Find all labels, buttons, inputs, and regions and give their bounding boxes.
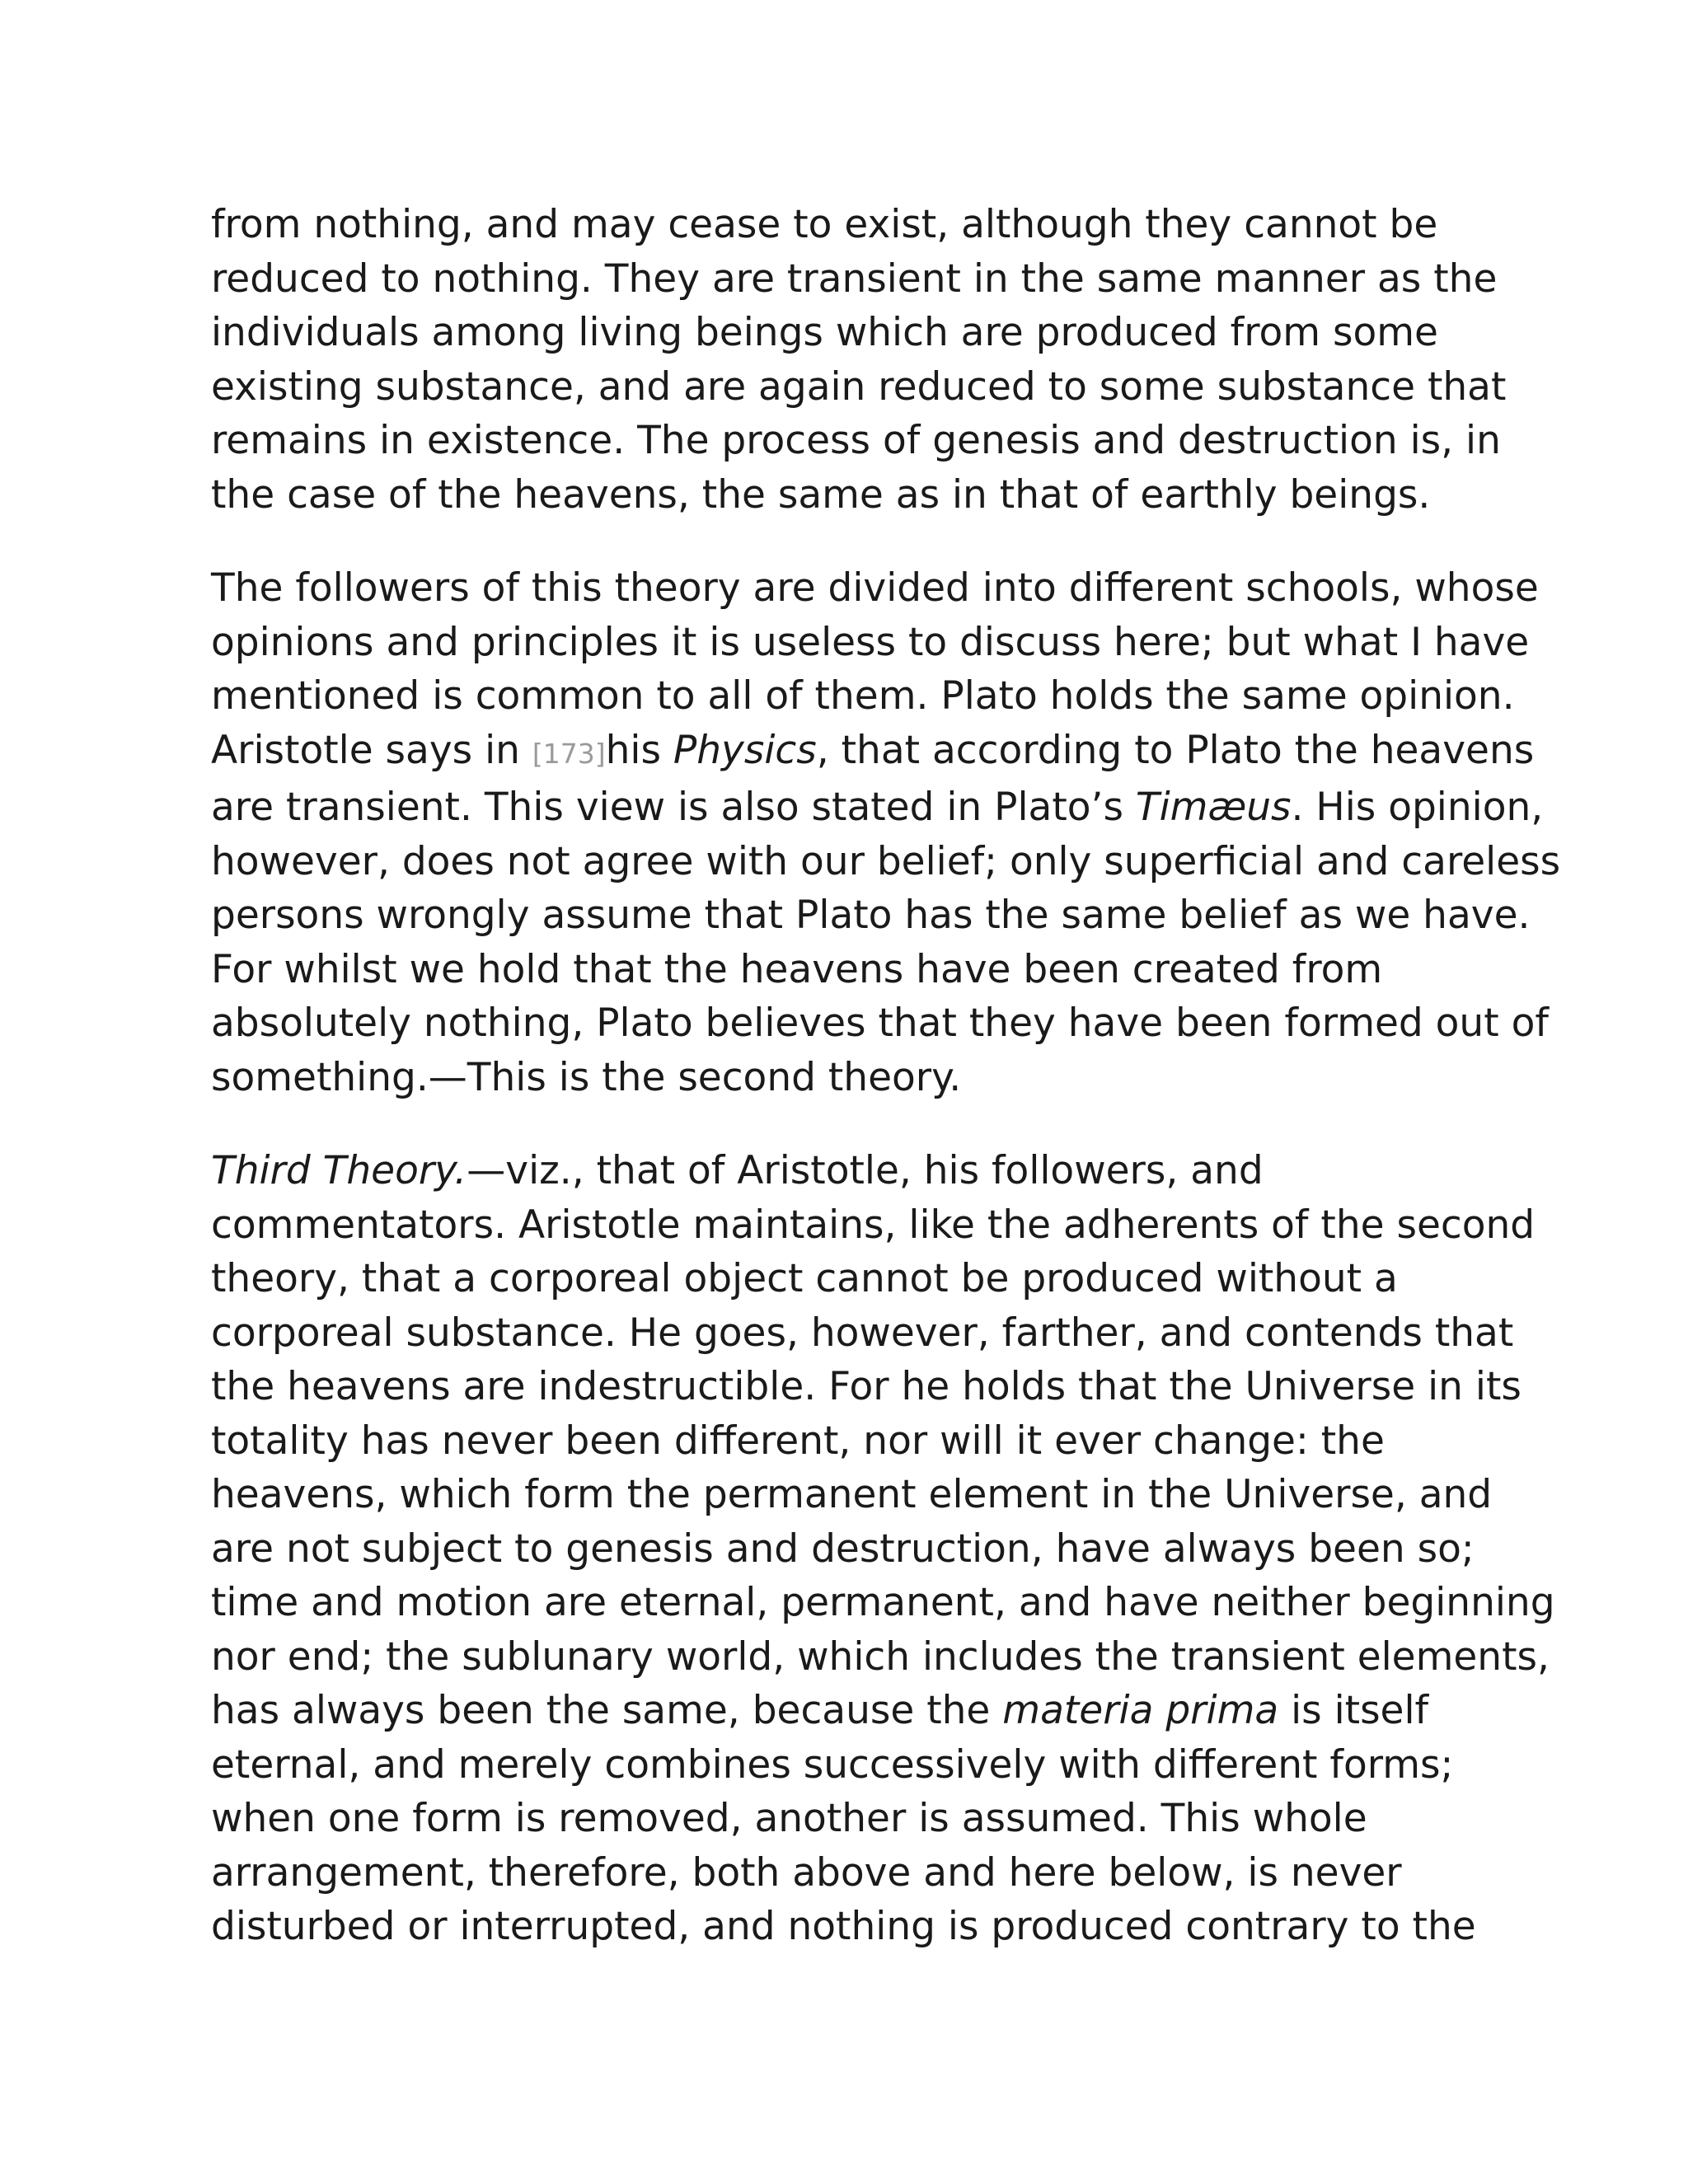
book-title-timaeus: Timæus — [1135, 785, 1292, 830]
text-line: are not subject to genesis and destruction, have always been so; — [211, 1526, 1475, 1572]
text-line: arrangement, therefore, both above and here below, is never — [211, 1849, 1402, 1896]
text-line: opinions and principles it is useless to discuss here; but what I have — [211, 619, 1530, 665]
section-heading-third-theory: Third Theory. — [211, 1148, 467, 1193]
text-fragment: is itself — [1278, 1688, 1429, 1733]
paragraph-2 — [211, 561, 1561, 1104]
text-line: existing substance, and are again reduced to some substance that — [211, 363, 1507, 410]
text-line — [211, 1144, 1497, 1198]
page-number-marker: [173] — [532, 737, 606, 770]
text-fragment: are transient. This view is also stated in Plato’s — [211, 785, 1136, 830]
text-line: the case of the heavens, the same as in that of earthly beings. — [211, 471, 1431, 518]
text-fragment: , that according to Plato the heavens — [816, 727, 1535, 773]
book-title-physics: Physics — [673, 727, 817, 773]
text-line: The followers of this theory are divided into different schools, whose — [211, 565, 1539, 611]
text-line: remains in existence. The process of genesis and destruction is, in — [211, 418, 1501, 463]
text-fragment: has always been the same, because the — [211, 1688, 1003, 1733]
text-line: disturbed or interrupted, and nothing is produced contrary to the — [211, 1904, 1476, 1949]
text-line: however, does not agree with our belief; only superficial and careless — [211, 838, 1561, 884]
text-line: totality has never been different, nor will it ever change: the — [211, 1418, 1385, 1464]
text-line: something.—This is the second theory. — [211, 1054, 962, 1100]
text-fragment: . His opinion, — [1291, 785, 1544, 830]
text-line: corporeal substance. He goes, however, farther, and contends that — [211, 1310, 1514, 1356]
text-line: from nothing, and may cease to exist, although they cannot be — [211, 202, 1438, 247]
document-body — [211, 198, 1561, 1994]
text-line: commentators. Aristotle maintains, like the adherents of the second — [211, 1202, 1536, 1248]
text-line — [211, 724, 1535, 781]
paragraph-1 — [211, 198, 1507, 522]
text-line: eternal, and merely combines successively with different forms; — [211, 1741, 1454, 1788]
text-line: persons wrongly assume that Plato has the same belief as we have. — [211, 893, 1531, 938]
text-line — [211, 1684, 1497, 1738]
text-line: when one form is removed, another is assumed. This whole — [211, 1796, 1367, 1841]
text-line: individuals among living beings which are produced from some — [211, 310, 1438, 355]
text-fragment: his — [605, 727, 673, 773]
text-fragment: —viz., that of Aristotle, his followers, and — [467, 1148, 1264, 1193]
text-line: mentioned is common to all of them. Plato holds the same opinion. — [211, 673, 1515, 719]
text-line: absolutely nothing, Plato believes that they have been formed out of — [211, 1001, 1549, 1046]
text-line: nor end; the sublunary world, which includes the transient elements, — [211, 1633, 1550, 1680]
text-line: reduced to nothing. They are transient in the same manner as the — [211, 255, 1498, 302]
text-line: For whilst we hold that the heavens have been created from — [211, 946, 1383, 992]
paragraph-3 — [211, 1144, 1555, 1954]
text-line: theory, that a corporeal object cannot be produced without a — [211, 1256, 1398, 1301]
text-line — [211, 780, 1544, 835]
term-materia-prima: materia prima — [1002, 1688, 1279, 1733]
text-line: time and motion are eternal, permanent, and have neither beginning — [211, 1580, 1555, 1625]
text-fragment: Aristotle says in — [211, 727, 532, 773]
text-line: the heavens are indestructible. For he holds that the Universe in its — [211, 1364, 1522, 1409]
text-line: heavens, which form the permanent element in the Universe, and — [211, 1472, 1493, 1517]
